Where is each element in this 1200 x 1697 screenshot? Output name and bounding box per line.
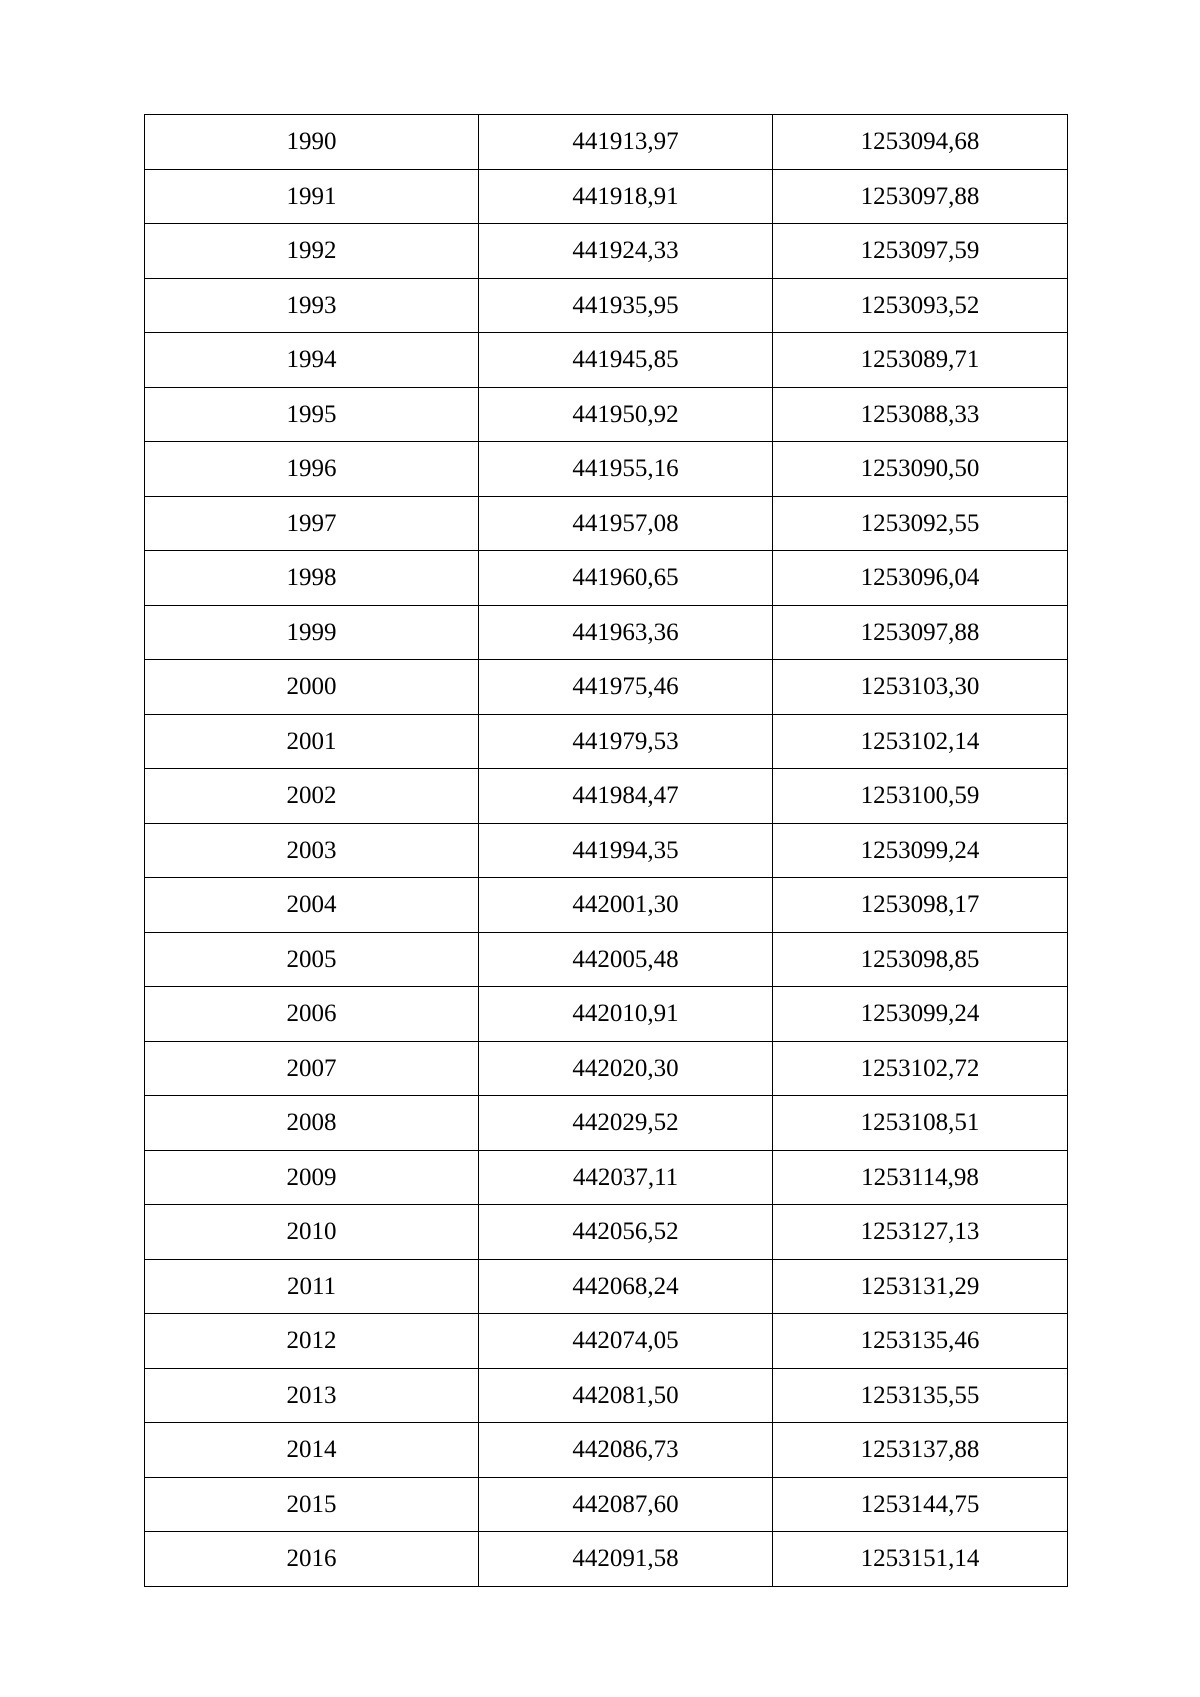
x-coordinate-cell: 442005,48 — [479, 932, 773, 987]
x-coordinate-cell: 442086,73 — [479, 1423, 773, 1478]
x-coordinate-cell: 441913,97 — [479, 115, 773, 170]
y-coordinate-cell: 1253108,51 — [773, 1096, 1068, 1151]
x-coordinate-cell: 442020,30 — [479, 1041, 773, 1096]
y-coordinate-cell: 1253097,88 — [773, 169, 1068, 224]
table-row — [145, 1477, 1068, 1532]
year-cell: 2002 — [145, 769, 479, 824]
y-coordinate-cell: 1253144,75 — [773, 1477, 1068, 1532]
table-row — [145, 1205, 1068, 1260]
x-coordinate-cell: 441960,65 — [479, 551, 773, 606]
y-coordinate-cell: 1253094,68 — [773, 115, 1068, 170]
y-coordinate-cell: 1253097,88 — [773, 605, 1068, 660]
x-coordinate-cell: 442068,24 — [479, 1259, 773, 1314]
y-coordinate-cell: 1253097,59 — [773, 224, 1068, 279]
year-cell: 2006 — [145, 987, 479, 1042]
year-cell: 2007 — [145, 1041, 479, 1096]
x-coordinate-cell: 441955,16 — [479, 442, 773, 497]
year-cell: 2010 — [145, 1205, 479, 1260]
x-coordinate-cell: 441918,91 — [479, 169, 773, 224]
table-row — [145, 1150, 1068, 1205]
y-coordinate-cell: 1253102,72 — [773, 1041, 1068, 1096]
table-row — [145, 442, 1068, 497]
table-row — [145, 115, 1068, 170]
table-row — [145, 387, 1068, 442]
x-coordinate-cell: 441924,33 — [479, 224, 773, 279]
x-coordinate-cell: 441984,47 — [479, 769, 773, 824]
table-row — [145, 1259, 1068, 1314]
y-coordinate-cell: 1253135,55 — [773, 1368, 1068, 1423]
table-row — [145, 660, 1068, 715]
y-coordinate-cell: 1253098,85 — [773, 932, 1068, 987]
x-coordinate-cell: 442056,52 — [479, 1205, 773, 1260]
year-cell: 1997 — [145, 496, 479, 551]
year-cell: 1990 — [145, 115, 479, 170]
year-cell: 1998 — [145, 551, 479, 606]
table-row — [145, 1368, 1068, 1423]
table-row — [145, 333, 1068, 388]
table-row — [145, 823, 1068, 878]
table-row — [145, 932, 1068, 987]
table-row — [145, 1041, 1068, 1096]
y-coordinate-cell: 1253088,33 — [773, 387, 1068, 442]
table-row — [145, 551, 1068, 606]
table-row — [145, 714, 1068, 769]
table-row — [145, 169, 1068, 224]
y-coordinate-cell: 1253114,98 — [773, 1150, 1068, 1205]
year-cell: 2005 — [145, 932, 479, 987]
table-row — [145, 878, 1068, 933]
y-coordinate-cell: 1253093,52 — [773, 278, 1068, 333]
x-coordinate-cell: 442037,11 — [479, 1150, 773, 1205]
table-body — [145, 115, 1068, 1587]
year-cell: 1992 — [145, 224, 479, 279]
x-coordinate-cell: 442081,50 — [479, 1368, 773, 1423]
y-coordinate-cell: 1253151,14 — [773, 1532, 1068, 1587]
x-coordinate-cell: 441950,92 — [479, 387, 773, 442]
table-row — [145, 987, 1068, 1042]
year-cell: 2003 — [145, 823, 479, 878]
table-row — [145, 224, 1068, 279]
y-coordinate-cell: 1253102,14 — [773, 714, 1068, 769]
table-row — [145, 1423, 1068, 1478]
x-coordinate-cell: 441935,95 — [479, 278, 773, 333]
year-cell: 1999 — [145, 605, 479, 660]
y-coordinate-cell: 1253135,46 — [773, 1314, 1068, 1369]
y-coordinate-cell: 1253127,13 — [773, 1205, 1068, 1260]
year-cell: 2015 — [145, 1477, 479, 1532]
y-coordinate-cell: 1253089,71 — [773, 333, 1068, 388]
x-coordinate-cell: 441975,46 — [479, 660, 773, 715]
x-coordinate-cell: 442074,05 — [479, 1314, 773, 1369]
year-cell: 1991 — [145, 169, 479, 224]
coordinates-table — [144, 114, 1068, 1587]
table-row — [145, 496, 1068, 551]
year-cell: 2012 — [145, 1314, 479, 1369]
y-coordinate-cell: 1253137,88 — [773, 1423, 1068, 1478]
y-coordinate-cell: 1253131,29 — [773, 1259, 1068, 1314]
table-row — [145, 278, 1068, 333]
y-coordinate-cell: 1253092,55 — [773, 496, 1068, 551]
x-coordinate-cell: 442010,91 — [479, 987, 773, 1042]
year-cell: 1996 — [145, 442, 479, 497]
year-cell: 1995 — [145, 387, 479, 442]
year-cell: 2008 — [145, 1096, 479, 1151]
x-coordinate-cell: 442001,30 — [479, 878, 773, 933]
table-row — [145, 769, 1068, 824]
y-coordinate-cell: 1253090,50 — [773, 442, 1068, 497]
table-row — [145, 1314, 1068, 1369]
x-coordinate-cell: 441979,53 — [479, 714, 773, 769]
x-coordinate-cell: 441957,08 — [479, 496, 773, 551]
year-cell: 2014 — [145, 1423, 479, 1478]
x-coordinate-cell: 442087,60 — [479, 1477, 773, 1532]
y-coordinate-cell: 1253096,04 — [773, 551, 1068, 606]
year-cell: 2004 — [145, 878, 479, 933]
y-coordinate-cell: 1253098,17 — [773, 878, 1068, 933]
year-cell: 2013 — [145, 1368, 479, 1423]
year-cell: 2001 — [145, 714, 479, 769]
x-coordinate-cell: 442029,52 — [479, 1096, 773, 1151]
year-cell: 2011 — [145, 1259, 479, 1314]
y-coordinate-cell: 1253100,59 — [773, 769, 1068, 824]
year-cell: 2009 — [145, 1150, 479, 1205]
year-cell: 2016 — [145, 1532, 479, 1587]
y-coordinate-cell: 1253099,24 — [773, 987, 1068, 1042]
table-row — [145, 605, 1068, 660]
year-cell: 1993 — [145, 278, 479, 333]
x-coordinate-cell: 441994,35 — [479, 823, 773, 878]
year-cell: 2000 — [145, 660, 479, 715]
x-coordinate-cell: 441945,85 — [479, 333, 773, 388]
table-row — [145, 1532, 1068, 1587]
year-cell: 1994 — [145, 333, 479, 388]
x-coordinate-cell: 442091,58 — [479, 1532, 773, 1587]
y-coordinate-cell: 1253103,30 — [773, 660, 1068, 715]
table-row — [145, 1096, 1068, 1151]
x-coordinate-cell: 441963,36 — [479, 605, 773, 660]
y-coordinate-cell: 1253099,24 — [773, 823, 1068, 878]
